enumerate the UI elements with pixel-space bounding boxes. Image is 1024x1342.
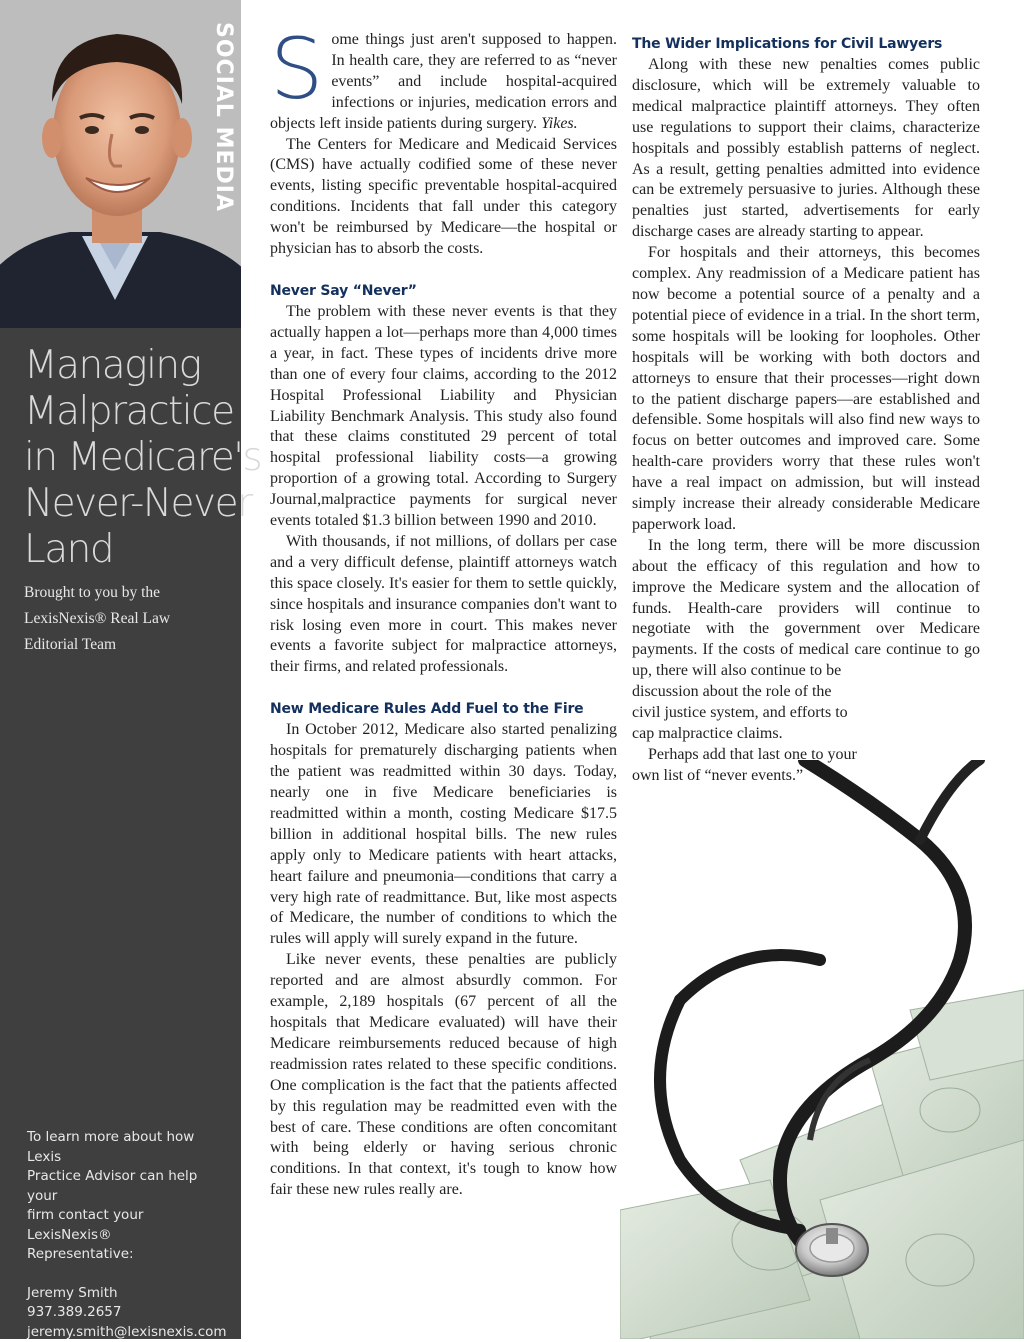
contact-phone: 937.389.2657 [27, 1303, 232, 1323]
paragraph: Like never events, these penalties are publicly reported and are almost absurdly common. For example, 2,189 hospitals (67 percent of all the hospitals that Medicare evaluated) will have their Medicare reimbursements reduced because of high readmission rates related to these specific conditions. One complication is the fact that the patients affected by this regulation may be readmitted even with the best of care. These conditions are often concomitant with being elderly or having serious chronic conditions. In that context, it's tough to know how fair these new rules really are. [270, 950, 617, 1201]
section-tag [206, 22, 236, 222]
contact-line: firm contact your LexisNexis® [27, 1206, 232, 1245]
paragraph: discussion about the role of the civil justice system, and efforts to cap malpractice claims. [632, 682, 860, 745]
byline-line: Brought to you by the [24, 580, 234, 606]
author-photo [0, 0, 241, 328]
paragraph: Perhaps add that last one to your own list of “never events.” [632, 745, 860, 787]
byline-line: LexisNexis® Real Law [24, 606, 234, 632]
section-heading: New Medicare Rules Add Fuel to the Fire [270, 699, 617, 719]
paragraph: In the long term, there will be more discussion about the efficacy of this regulation and how to improve the Medicare system and the allocation of funds. Health-care providers will continue to negotiate with the government over Medicare payments. If the costs of medical care continue to go up, there will also continue to be [632, 536, 980, 682]
contact-email[interactable]: jeremy.smith@lexisnexis.com [27, 1323, 232, 1342]
section-heading: Never Say “Never” [270, 281, 617, 301]
title-line: Malpractice [24, 389, 234, 435]
title-line: Managing [24, 343, 234, 389]
article-title [24, 343, 234, 573]
paragraph: With thousands, if not millions, of dollars per case and a very difficult defense, plaintiff attorneys watch this space closely. It's easier for them to settle quickly, since hospitals and insurance companies don't want to risk losing even more in court. This makes never events a favorite subject for malpractice attorneys, their firms, and related professionals. [270, 532, 617, 678]
drop-cap: S [270, 34, 323, 104]
sidebar [0, 0, 241, 1339]
title-line: Land [24, 527, 234, 573]
title-line: Never-Never [24, 481, 234, 527]
paragraph: Some things just aren't supposed to happen. In health care, they are referred to as “never events” and include hospital-acquired infections or injuries, medication errors and objects left inside patients during surgery. Yikes. [270, 30, 617, 135]
paragraph: The Centers for Medicare and Medicaid Services (CMS) have actually codified some of these never events, listing specific preventable hospital-acquired conditions. Incidents that fall under this category won't be reimbursed by Medicare—the hospital or physician has to absorb the costs. [270, 135, 617, 260]
contact-line: To learn more about how Lexis [27, 1128, 232, 1167]
title-line: in Medicare's [24, 435, 234, 481]
article-column-1 [270, 30, 617, 1201]
paragraph: For hospitals and their attorneys, this becomes complex. Any readmission of a Medicare patient has now become a potential source of a penalty and a potential piece of evidence in a trial. In the short term, some hospitals will be looking for loopholes. Other hospitals will be working with both doctors and attorneys to ensure that their processes—right down to the patient discharge papers—are established and defensible. Some hospitals will also find new ways to focus on better outcomes and improved care. Some health-care providers worry that these rules won't have a real impact on admission, but will instead simply increase their already considerable Medicare paperwork load. [632, 243, 980, 536]
article-column-2 [632, 34, 980, 787]
contact-name: Jeremy Smith [27, 1284, 232, 1304]
stethoscope-money-illustration [620, 760, 1024, 1339]
section-heading: The Wider Implications for Civil Lawyers [632, 34, 980, 54]
contact-info [27, 1128, 232, 1342]
contact-line: Representative: [27, 1245, 232, 1265]
paragraph: In October 2012, Medicare also started penalizing hospitals for prematurely discharging patients when the patient was readmitted within 30 days. Today, nearly one in five Medicare beneficiaries is readmitted within a month, costing Medicare $17.5 billion in additional hospital bills. The new rules apply only to Medicare patients with heart attacks, heart failure and pneumonia—conditions that carry a very high rate of readmittance. But, like most aspects of Medicare, the number of conditions to which the rules will apply will surely expand in the future. [270, 720, 617, 950]
byline-line: Editorial Team [24, 632, 234, 658]
author-portrait-illustration [0, 0, 241, 328]
paragraph: Along with these new penalties comes public disclosure, which will be extremely valuable to medical malpractice plaintiff attorneys. They often use regulations to support their claims, characterize hospitals and possibly establish patterns of neglect. As a result, getting penalties admitted into evidence can be extremely persuasive to juries. Although these penalties just started, advertisements for early discharge cases are already starting to appear. [632, 55, 980, 243]
section-tag-text: SOCIAL MEDIA [211, 22, 236, 212]
contact-line: Practice Advisor can help your [27, 1167, 232, 1206]
byline [24, 580, 234, 658]
paragraph: The problem with these never events is that they actually happen a lot—perhaps more than 4,000 times a year, in fact. These types of incidents drive more than one of every four claims, according to the 2012 Hospital Professional Liability and Physician Liability Benchmark Analysis. This study also found that these claims constituted 29 percent of total hospital professional liability costs—a growing proportion of a growing total. According to Surgery Journal,malpractice payments for surgical never events totaled $1.3 billion between 1990 and 2010. [270, 302, 617, 532]
